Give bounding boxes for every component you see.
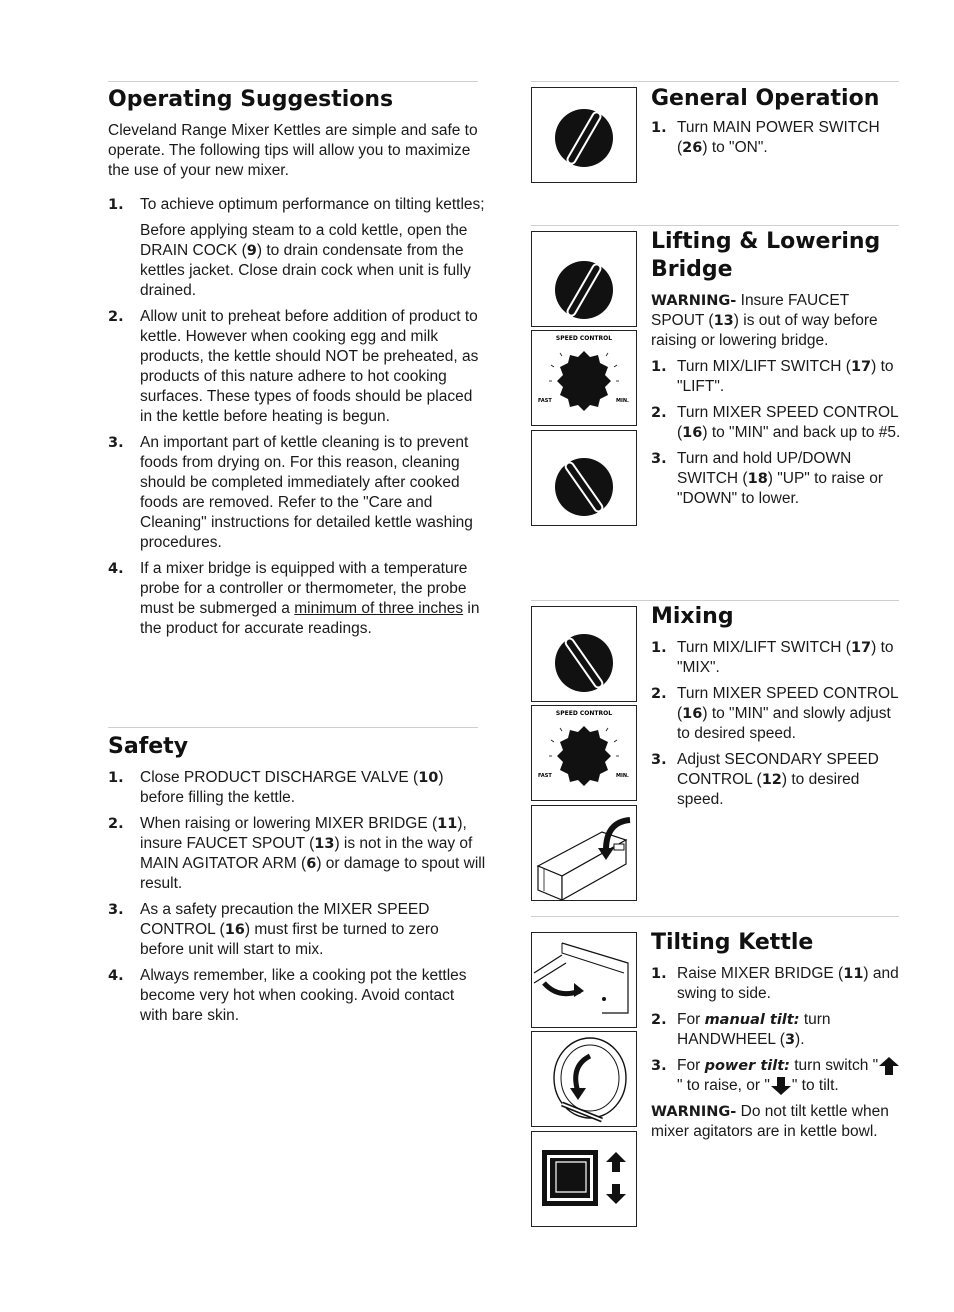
safety-list	[108, 768, 486, 1026]
list-item: 1. Turn MAIN POWER SWITCH (26) to "ON".	[651, 119, 880, 156]
mixing-section	[651, 603, 901, 816]
lifting-lowering-section: Lifting & Lowering Bridge WARNING- Insure FAUCET SPOUT (13) is out of way before raising or lowering bridge. 1. Turn MIX/LIFT SWITCH (17) to "LIFT". 2. Turn MIXER SPEED CONTROL (16) to "MIN" and back up to #5. 3. Turn and hold UP/DOWN SWITCH (18) "UP" to raise or "DOWN" to lower.	[651, 229, 901, 507]
general-operation-section	[651, 85, 901, 164]
svg-text:FAST: FAST	[538, 773, 552, 779]
lifting-lowering-title: Lifting & Lowering Bridge	[651, 229, 881, 282]
safety-title: Safety	[108, 734, 189, 759]
list-item: 4. Always remember, like a cooking pot the kettles become very hot when cooking. Avoid contact with bare skin.	[108, 967, 467, 1024]
svg-text:SPEED CONTROL: SPEED CONTROL	[555, 710, 613, 717]
operating-suggestions-title: Operating Suggestions	[108, 87, 394, 112]
list-item: 1. Close PRODUCT DISCHARGE VALVE (10) before filling the kettle.	[108, 769, 444, 806]
down-arrow-icon	[770, 1076, 792, 1096]
list-item: 3. An important part of kettle cleaning is to prevent foods from drying on. For this reason, cleaning should be completed immediately after cooked foods are removed. Refer to the "Care and Cleaning" instructions for detailed kettle washing procedures.	[108, 434, 473, 551]
list-item: 1. Raise MIXER BRIDGE (11) and swing to side.	[651, 965, 899, 1002]
list-item: 2. Turn MIXER SPEED CONTROL (16) to "MIN" and back up to #5.	[651, 404, 901, 441]
svg-text:SPEED CONTROL: SPEED CONTROL	[555, 335, 613, 342]
list-item: 2. Turn MIXER SPEED CONTROL (16) to "MIN" and slowly adjust to desired speed.	[651, 685, 899, 742]
svg-text:MIN.: MIN.	[616, 398, 629, 404]
list-item: 2. When raising or lowering MIXER BRIDGE (11), insure FAUCET SPOUT (13) is not in the way of MAIN AGITATOR ARM (6) or damage to spout will result.	[108, 815, 486, 892]
list-item: 2. For manual tilt: turn HANDWHEEL (3).	[651, 1011, 831, 1048]
list-item: 3. Adjust SECONDARY SPEED CONTROL (12) to desired speed.	[651, 751, 879, 808]
safety-section	[108, 733, 486, 1032]
secondary-speed-control-illustration	[531, 805, 637, 901]
list-item: 1. To achieve optimum performance on tilting kettles; Before applying steam to a cold kettle, open the DRAIN COCK (9) to drain condensate from the kettles jacket. Close drain cock when unit is fully drained.	[108, 196, 485, 299]
speed-control-dial-illustration	[531, 705, 637, 801]
list-item: 3. For power tilt: turn switch "" to raise, or " " to tilt.	[651, 1056, 901, 1096]
knob-illustration	[531, 606, 637, 702]
general-operation-title: General Operation	[651, 86, 880, 111]
tilting-kettle-title: Tilting Kettle	[651, 930, 814, 955]
tilting-kettle-section: Tilting Kettle 1. Raise MIXER BRIDGE (11) and swing to side. 2. For manual tilt: turn HANDWHEEL (3). 3. For power tilt: turn switch "" to raise, or " " to tilt. WARNING- Do not tilt kettle when mixer agitators are in kettle bowl.	[651, 929, 901, 1142]
svg-text:FAST: FAST	[538, 398, 552, 404]
knob-illustration	[531, 430, 637, 526]
list-item: 4. If a mixer bridge is equipped with a temperature probe for a controller or thermometer, the probe must be submerged a minimum of three inches in the product for accurate readings.	[108, 560, 480, 637]
list-item: 3. Turn and hold UP/DOWN SWITCH (18) "UP" to raise or "DOWN" to lower.	[651, 450, 884, 507]
operating-suggestions-section	[108, 86, 486, 645]
operating-intro: Cleveland Range Mixer Kettles are simple and safe to operate. The following tips will allow you to maximize the use of your new mixer.	[108, 122, 478, 179]
mixer-bridge-illustration	[531, 932, 637, 1028]
list-item: 1. Turn MIX/LIFT SWITCH (17) to "MIX".	[651, 639, 894, 676]
operating-list	[108, 195, 486, 639]
svg-text:MIN.: MIN.	[616, 773, 629, 779]
list-item: 3. As a safety precaution the MIXER SPEED CONTROL (16) must first be turned to zero before unit will start to mix.	[108, 901, 439, 958]
list-item: 2. Allow unit to preheat before addition of product to kettle. However when cooking egg and milk products, the kettle should NOT be preheated, as products of this nature adhere to hot cooking surfaces. These types of foods should be placed in the kettle before heating is begun.	[108, 308, 479, 425]
knob-illustration	[531, 231, 637, 327]
up-arrow-icon	[878, 1056, 900, 1076]
tilt-switch-illustration	[531, 1131, 637, 1227]
speed-control-dial-illustration	[531, 330, 637, 426]
list-item: 1. Turn MIX/LIFT SWITCH (17) to "LIFT".	[651, 358, 894, 395]
knob-illustration	[531, 87, 637, 183]
handwheel-illustration	[531, 1031, 637, 1127]
mixing-title: Mixing	[651, 604, 734, 629]
